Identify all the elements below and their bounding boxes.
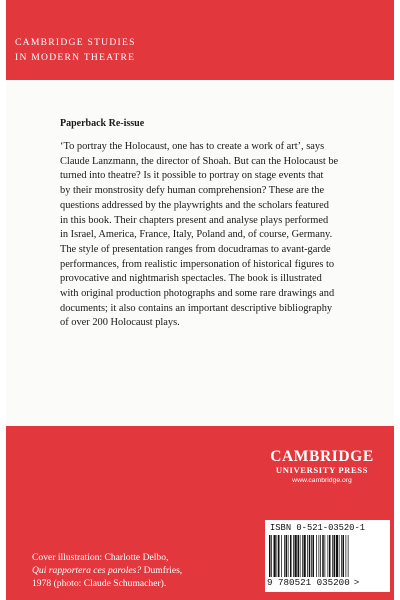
blurb-line: provocative and nightmarish spectacles. The book is illustrated: [60, 273, 322, 285]
blurb-line: by their monstrosity defy human comprehension? These are the: [60, 185, 325, 197]
isbn-barcode: [265, 520, 390, 592]
blurb-line: in Israel, America, France, Italy, Poland and, of course, Germany.: [60, 229, 333, 241]
cover-credit-title: Qui rapportera ces paroles?: [32, 565, 142, 577]
cover-credit-place: Dumfries,: [141, 565, 183, 577]
blurb-line: Claude Lanzmann, the director of Shoah. But can the Holocaust be: [60, 155, 339, 167]
publisher-name: CAMBRIDGE: [270, 448, 374, 465]
publisher-logo: [257, 448, 387, 486]
back-cover: [6, 0, 394, 600]
blurb-line: with original production photographs and some rare drawings and: [60, 288, 335, 300]
series-title-line-2: IN MODERN THEATRE: [15, 52, 136, 63]
publisher-press: UNIVERSITY PRESS: [275, 465, 369, 475]
blurb-line: turned into theatre? Is it possible to portray on stage events that: [60, 170, 324, 182]
blurb-line: documents; it also contains an important descriptive bibliography: [60, 302, 333, 314]
blurb-line: of over 200 Holocaust plays.: [60, 317, 180, 329]
blurb-line: performances, from realistic impersonation of historical figures to: [60, 258, 335, 270]
series-title: [15, 35, 136, 65]
cover-credit: [32, 551, 237, 591]
blurb-line: The style of presentation ranges from docudramas to avant-garde: [60, 243, 331, 255]
series-banner: [6, 0, 394, 80]
barcode-addon-marker: >: [353, 577, 360, 588]
cover-credit-line-2: [32, 564, 237, 577]
barcode-digits: [267, 577, 390, 588]
reissue-heading: Paperback Re-issue: [60, 118, 145, 129]
book-blurb: [60, 140, 360, 331]
series-title-line-1: CAMBRIDGE STUDIES: [15, 37, 136, 48]
publisher-url: www.cambridge.org: [292, 477, 352, 484]
isbn-number: ISBN 0-521-03520-1: [270, 523, 366, 533]
blurb-line: ‘To portray the Holocaust, one has to create a work of art’, says: [60, 141, 325, 152]
barcode-digit-string: 9 780521 035200: [267, 577, 350, 588]
blurb-line: in this book. Their chapters present and analyse plays performed: [60, 214, 329, 226]
barcode-icon: [269, 535, 379, 579]
cover-credit-line-3: 1978 (photo: Claude Schumacher).: [32, 578, 167, 590]
footer-band: [6, 426, 394, 600]
cover-credit-line-1: Cover illustration: Charlotte Delbo,: [32, 552, 169, 563]
blurb-line: questions addressed by the playwrights and the scholars featured: [60, 199, 329, 211]
